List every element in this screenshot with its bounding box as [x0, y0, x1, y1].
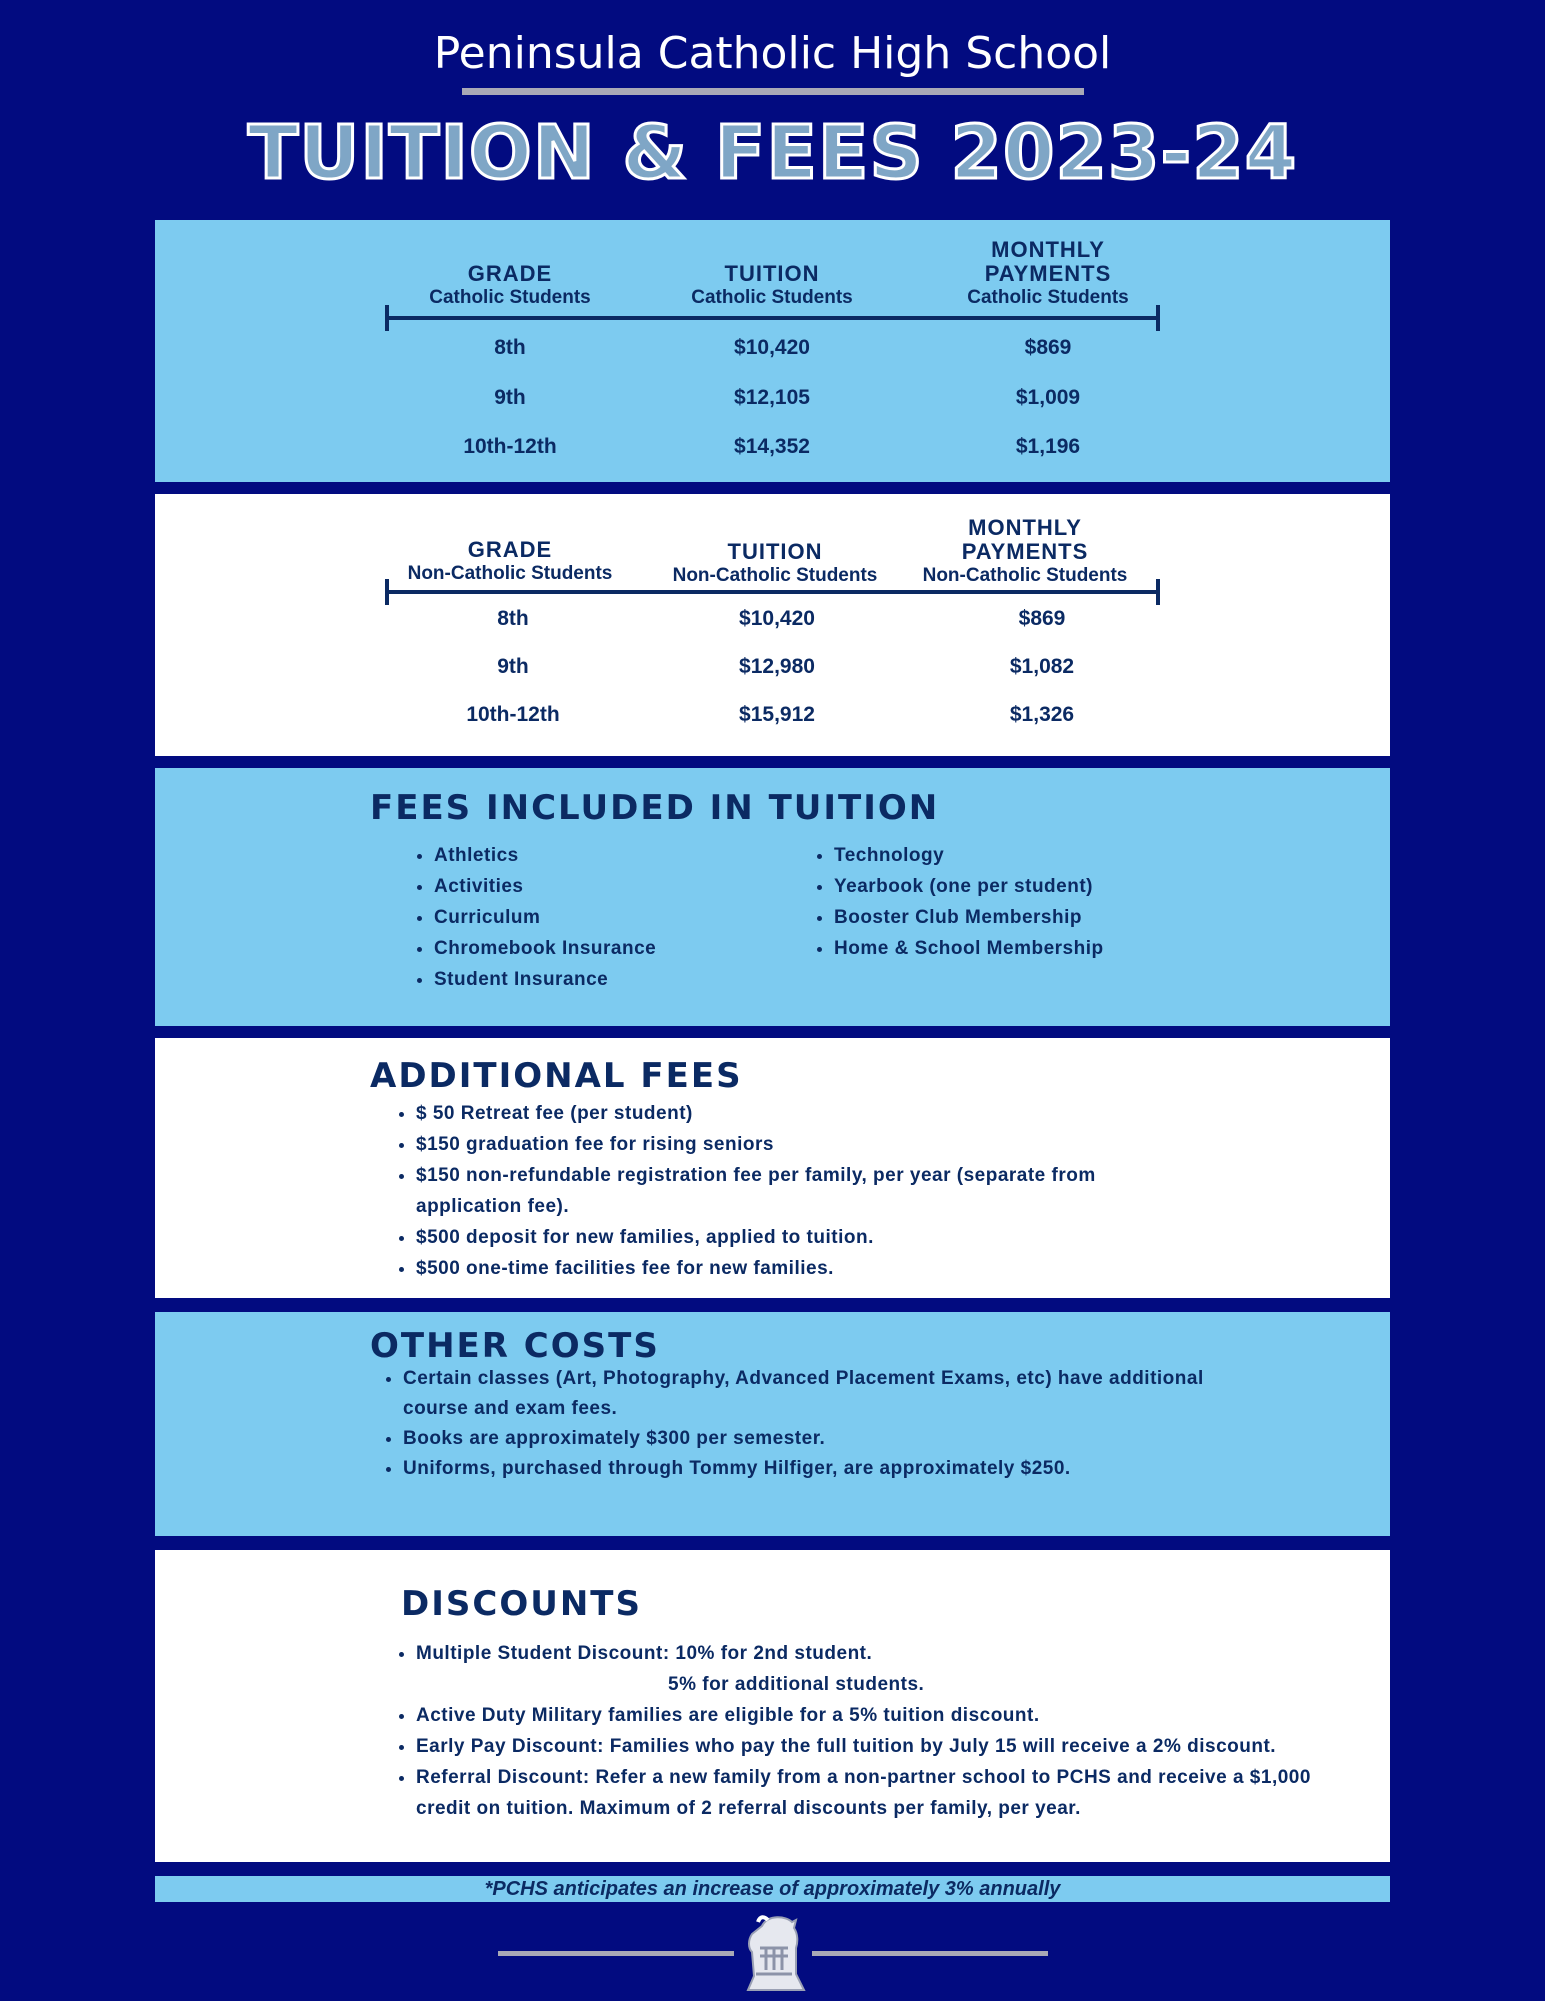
table-cell: $1,082 — [1009, 655, 1075, 678]
table-rule-end — [1156, 579, 1160, 605]
catholic-tuition-panel — [155, 220, 1390, 482]
fees-included-list-right — [812, 840, 1234, 964]
footer-divider-right — [812, 1951, 1048, 1956]
list-item: • Referral Discount: Refer a new family from a non-partner school to PCHS and receive a $1,000 credit on tuition. Maximum of 2 referral discounts per family, per year. — [416, 1762, 1316, 1824]
multiple-student-discount-additional: 5% for additional students. — [668, 1674, 925, 1695]
list-item: • $ 50 Retreat fee (per student) — [416, 1098, 1116, 1129]
noncatholic-tuition-panel — [155, 494, 1390, 756]
additional-fees-panel — [155, 1038, 1390, 1298]
table-cell: $1,326 — [1009, 703, 1075, 726]
discounts-panel — [155, 1550, 1390, 1862]
table-cell: $869 — [1024, 336, 1072, 359]
list-item: • $500 one-time facilities fee for new families. — [416, 1253, 1116, 1284]
table-cell: $1,009 — [1015, 386, 1081, 409]
column-title: MONTHLY PAYMENTS — [961, 515, 1089, 564]
catholic-monthly-header — [923, 238, 1173, 310]
list-item: • Uniforms, purchased through Tommy Hilfiger, are approximately $250. — [403, 1454, 1233, 1484]
table-cell: 8th — [497, 607, 529, 630]
footnote: *PCHS anticipates an increase of approximately 3% annually — [155, 1876, 1390, 1902]
column-title: MONTHLY PAYMENTS — [984, 237, 1112, 286]
list-item: • Home & School Membership — [834, 933, 1234, 964]
table-cell: $10,420 — [734, 336, 810, 359]
school-name: Peninsula Catholic High School — [433, 28, 1112, 79]
section-title: FEES INCLUDED IN TUITION — [370, 788, 940, 828]
table-cell: 10th-12th — [466, 703, 560, 726]
column-title: TUITION — [727, 539, 823, 564]
table-cell: 9th — [494, 386, 526, 409]
table-rule-end — [385, 579, 389, 605]
catholic-tuition-header — [652, 262, 892, 310]
list-item: • Technology — [834, 840, 1234, 871]
list-item: • Student Insurance — [434, 964, 794, 995]
list-item: • Active Duty Military families are eligible for a 5% tuition discount. — [416, 1700, 1316, 1731]
list-item: • $150 graduation fee for rising seniors — [416, 1129, 1116, 1160]
list-item: • Athletics — [434, 840, 794, 871]
knight-helmet-icon — [738, 1912, 810, 2001]
header-divider — [462, 88, 1084, 95]
list-item: • Booster Club Membership — [834, 902, 1234, 933]
table-cell: $869 — [1018, 607, 1066, 630]
noncatholic-tuition-header — [640, 540, 910, 588]
column-subtitle: Catholic Students — [691, 287, 853, 308]
table-cell: $1,196 — [1015, 435, 1081, 458]
list-item: • Chromebook Insurance — [434, 933, 794, 964]
footer-divider-left — [498, 1951, 734, 1956]
list-item: • Books are approximately $300 per semester. — [403, 1424, 1233, 1454]
list-item: • Certain classes (Art, Photography, Advanced Placement Exams, etc) have additional course and exam fees. — [403, 1364, 1233, 1424]
column-subtitle: Catholic Students — [429, 287, 591, 308]
catholic-grade-header — [390, 262, 630, 310]
page-title: TUITION & FEES 2023-24 — [247, 110, 1298, 196]
noncatholic-monthly-header — [900, 516, 1150, 588]
list-item: • Curriculum — [434, 902, 794, 933]
table-rule-end — [385, 305, 389, 331]
fees-included-panel — [155, 768, 1390, 1026]
column-title: GRADE — [467, 261, 553, 286]
table-cell: $12,105 — [734, 386, 810, 409]
table-cell: 9th — [497, 655, 529, 678]
section-title: DISCOUNTS — [401, 1584, 642, 1624]
table-cell: $14,352 — [734, 435, 810, 458]
list-item: • $500 deposit for new families, applied to tuition. — [416, 1222, 1116, 1253]
section-title: OTHER COSTS — [370, 1326, 660, 1366]
list-item: • $150 non-refundable registration fee per family, per year (separate from application fee). — [416, 1160, 1116, 1222]
column-subtitle: Non-Catholic Students — [407, 563, 613, 584]
table-rule-end — [1156, 305, 1160, 331]
list-item: • Yearbook (one per student) — [834, 871, 1234, 902]
table-cell: $12,980 — [739, 655, 815, 678]
table-cell: $15,912 — [739, 703, 815, 726]
table-cell: 8th — [494, 336, 526, 359]
other-costs-list — [381, 1364, 1233, 1484]
column-subtitle: Non-Catholic Students — [672, 565, 878, 586]
table-cell: 10th-12th — [463, 435, 557, 458]
column-subtitle: Catholic Students — [967, 287, 1129, 308]
list-item — [416, 1638, 1316, 1700]
table-cell: $10,420 — [739, 607, 815, 630]
fees-included-list-left — [412, 840, 794, 995]
table-rule — [387, 590, 1159, 594]
multiple-student-discount: • Multiple Student Discount: 10% for 2nd student. — [416, 1643, 873, 1664]
column-title: GRADE — [467, 537, 553, 562]
noncatholic-grade-header — [375, 538, 645, 586]
additional-fees-list — [394, 1098, 1116, 1284]
column-title: TUITION — [724, 261, 820, 286]
table-rule — [387, 316, 1159, 320]
list-item: • Early Pay Discount: Families who pay the full tuition by July 15 will receive a 2% discount. — [416, 1731, 1316, 1762]
section-title: ADDITIONAL FEES — [370, 1056, 743, 1096]
discounts-list — [394, 1638, 1316, 1824]
list-item: • Activities — [434, 871, 794, 902]
column-subtitle: Non-Catholic Students — [922, 565, 1128, 586]
other-costs-panel — [155, 1312, 1390, 1536]
